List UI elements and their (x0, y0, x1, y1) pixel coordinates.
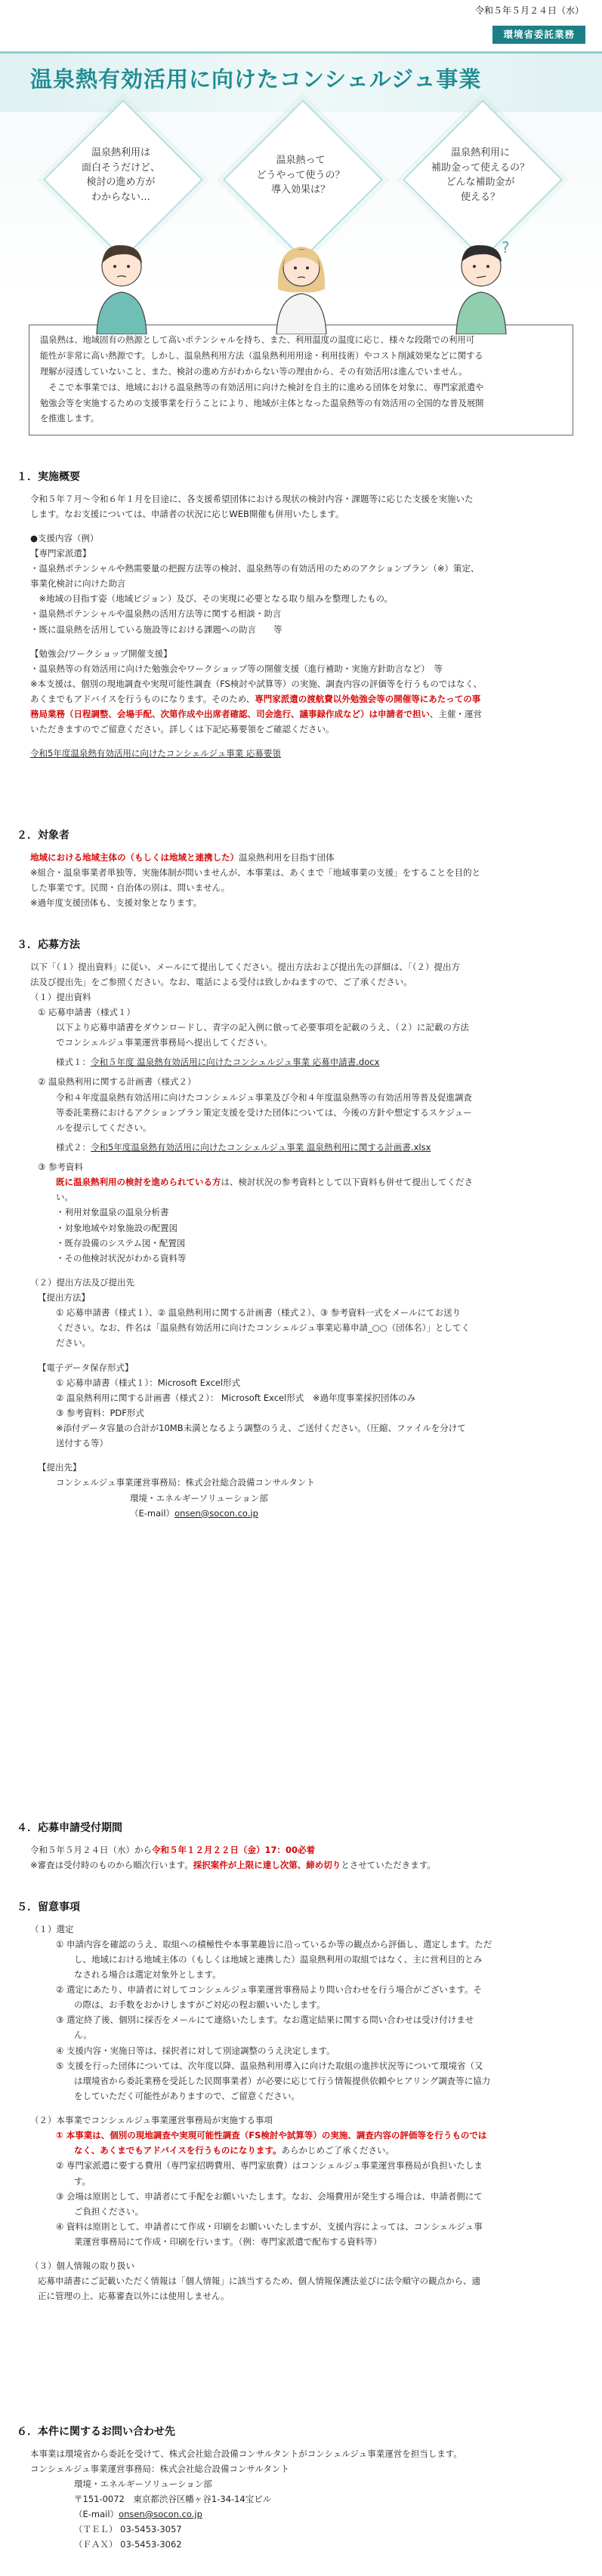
form1-label: 様式１： (56, 1057, 91, 1068)
format-note: 送付する等） (56, 1438, 108, 1449)
doc-item-text: 以下より応募申請書をダウンロードし、青字の記入例に倣って必要事項を記載のうえ、（２）に記載の方法 (56, 1022, 469, 1033)
office-duty: す。 (74, 2175, 91, 2187)
section-6-heading: ６．本件に関するお問い合わせ先 (17, 2426, 175, 2438)
intro-line-4: そこで本事業では、地域における温泉熱等の有効活用に向けた検討を自主的に進める団体を対象に、専門家派遣や (40, 382, 484, 392)
bubble-2-line-3: 導入効果は？ (270, 184, 330, 195)
s5-subheading: （１）選定 (30, 1923, 74, 1934)
form2-label: 様式２： (56, 1141, 91, 1153)
eligibility-note: した事業です。民間・自治体の別は、問いません。 (30, 882, 230, 893)
study-support-title: 【勉強会/ワークショップ開催支援】 (30, 648, 172, 659)
doc-item-text: 等委託業務におけるアクションプラン策定支援を受けた団体については、今後の方針や想定するスケジュー (56, 1106, 472, 1118)
doc-item-text: 令和４年度温泉熱有効活用に向けたコンシェルジュ事業及び令和４年度温泉熱等の有効活用等普及促進調査 (56, 1091, 472, 1103)
reference-item: ・その他検討状況がわかる資料等 (56, 1252, 187, 1263)
bubble-3-line-4: 使える？ (460, 191, 500, 203)
office-duty-red: ① 本事業は、個別の現地調査や実現可能性調査（FS検討や試算等）の実施、調査内容の評価等を行うものでは (56, 2130, 487, 2141)
doc-item-1: ① 応募申請書（様式１） (38, 1006, 135, 1017)
format-item: ③ 参考資料：PDF形式 (56, 1407, 144, 1418)
section-eligibility (17, 826, 585, 910)
intro-box (29, 325, 573, 435)
office-duty: ② 専門家派遣に要する費用（専門家招聘費用、専門家旅費）はコンシェルジュ事業運営事務局が負担いたしま (56, 2160, 483, 2171)
guidelines-link[interactable]: 令和5年度温泉熱有効活用に向けたコンシェルジュ事業 応募要領 (30, 748, 281, 759)
method-text: ださい。 (56, 1337, 91, 1349)
question-bubble-3 (405, 123, 556, 274)
doc-item-2: ② 温泉熱利用に関する計画書（様式２） (38, 1076, 196, 1088)
format-note: ※添付データ容量の合計が10MB未満となるよう調整のうえ、ご送付ください。（圧縮、ファイルを分けて (56, 1423, 466, 1433)
reference-item: ・既存設備のシステム図・配置図 (56, 1237, 186, 1248)
office-duty: ご負担ください。 (74, 2205, 144, 2217)
format-item: ② 温泉熱利用に関する計画書（様式２）： Microsoft Excel形式 ※過年度事業採択団体のみ (56, 1392, 415, 1403)
section-3-heading: ３．応募方法 (17, 939, 80, 951)
selection-note: ② 選定にあたり、申請者に対してコンシェルジュ事業運営事務局より問い合わせを行う場合がございます。そ (56, 1984, 483, 1995)
office-duty-red: なく、あくまでもアドバイスを行うものになります。 (74, 2145, 282, 2156)
contact-email-link[interactable]: onsen@socon.co.jp (119, 2509, 202, 2519)
intro-line-5: 勉強会等を実施するための支援事業を行うことにより、地域が主体となった温泉熱等の有効活用の全国的な普及展開 (40, 398, 484, 408)
expert-item: ・温泉熱ポテンシャルや温泉熱の活用方法等に関する相談・助言 (30, 608, 282, 620)
email-link[interactable]: onsen@socon.co.jp (174, 1507, 258, 1519)
bubble-1-line-1: 温泉熱利用は (91, 147, 150, 158)
doc-item-red: 既に温泉熱利用の検討を進められている方 (56, 1177, 221, 1188)
s1-note: ※本支援は、個別の現地調査や実現可能性調査（FS検討や試算等）の実施、調査内容の評価等を行うものではなく、 (30, 678, 483, 689)
s1-text: します。なお支援については、申請者の状況に応じWEB開催も併用いたします。 (30, 508, 344, 519)
selection-note: は環境省から委託業務を受託した民間事業者）が必要に応じて行う情報提供依頼やヒアリング調査等に協力 (74, 2075, 491, 2086)
ministry-badge: 環境省委託業務 (492, 26, 585, 44)
format-item: ① 応募申請書（様式１）：Microsoft Excel形式 (56, 1377, 241, 1388)
s5-subheading: （３）個人情報の取り扱い (30, 2261, 134, 2272)
intro-line-1: 温泉熱は、地域固有の熱源として高いポテンシャルを持ち、また、利用温度の温度に応じ、様々な段階での利用可 (40, 335, 475, 345)
bubble-2-line-2: どうやって使うの？ (256, 169, 345, 181)
eligibility-note: ※組合・温泉事業者単独等、実施体制が問いませんが、本事業は、あくまで「地域事業の支援」をすることを目的と (30, 866, 481, 878)
selection-note: し、地域における地域主体の（もしくは地域と連携した）温泉熱利用の取組ではなく、主に営利目的とみ (74, 1953, 483, 1965)
selection-note: をしていただく可能性がありますので、ご留意ください。 (74, 2090, 300, 2101)
privacy-text: 正に管理の上、応募審査以外には使用しません。 (38, 2291, 230, 2302)
doc-item-text: は、検討状況の参考資料として以下資料も併せて提出してくださ (221, 1177, 473, 1188)
doc-item-text: ルを提示してください。 (56, 1122, 152, 1133)
selection-note: ① 申請内容を確認のうえ、取組への積極性や本事業趣旨に沿っているか等の観点から評価し、選定します。ただ (56, 1938, 492, 1950)
s5-subheading: （２）本事業でコンシェルジュ事業運営事務局が実施する事項 (30, 2115, 273, 2125)
intro-line-2: 能性が非常に高い熱源です。しかし、温泉熱利用方法（温泉熱利用用途・利用技術）やコスト削減効果などに関する (40, 350, 483, 361)
bubble-3-line-2: 補助金って使えるの？ (431, 162, 529, 174)
bubble-1-line-2: 面白そうだけど、 (81, 162, 160, 174)
contact-address: 〒151-0072 東京都渋谷区幡ヶ谷1-34-14宝ビル (74, 2493, 272, 2504)
selection-note: なされる場合は選定対象外とします。 (74, 1968, 221, 1980)
thinking-man-icon (82, 236, 162, 334)
question-bubble-2 (225, 123, 376, 274)
support-example-title: ●支援内容（例） (30, 532, 99, 543)
intro-line-3: 理解が浸透していないこと、また、検討の進め方がわからない等の理由から、その有効活用は進んでいません。 (40, 366, 468, 377)
method-text: ください。なお、件名は「温泉熱有効活用に向けたコンシェルジュ事業応募申請_○○（団体名）」としてく (56, 1322, 471, 1334)
selection-note: ④ 支援内容・実施日等は、採択者に対して別途調整のうえ決定します。 (56, 2045, 335, 2056)
section-contact (17, 2423, 585, 2552)
section-period (17, 1819, 585, 1873)
method-text: ① 応募申請書（様式１）、② 温泉熱利用に関する計画書（様式２）、③ 参考資料一式をメールにてお送り (56, 1307, 462, 1319)
section-1-heading: １．実施概要 (17, 471, 80, 483)
s1-text: 令和５年７月～令和６年１月を目途に、各支援希望団体における現状の検討内容・課題等に応じた支援を実施いた (30, 493, 474, 504)
expert-item: ・既に温泉熱を活用している施設等における課題への助言 等 (30, 623, 282, 635)
contact-tel: （ＴＥＬ） 03-5453-3057 (74, 2524, 182, 2535)
office-duty: 業運営事務局にて作成・印刷を行います。（例：専門家派遣で配布する資料等） (74, 2236, 382, 2247)
contact-fax: （ＦＡＸ） 03-5453-3062 (74, 2539, 182, 2550)
page-title: 温泉熱有効活用に向けたコンシェルジュ事業 (30, 66, 482, 92)
destination-title: 【提出先】 (38, 1462, 82, 1473)
period-note-red: 採択案件が上限に達し次第、締め切り (193, 1859, 341, 1870)
doc-item-text: い。 (56, 1192, 73, 1203)
reference-item: ・対象地域や対象施設の配置図 (56, 1222, 178, 1233)
section-4-heading: ４．応募申請受付期間 (17, 1822, 122, 1834)
doc-item-3: ③ 参考資料 (38, 1162, 83, 1172)
expert-item: ※地域の目指す姿（地域ビジョン）及び、その実現に必要となる取り組みを整理したもの。 (30, 593, 393, 605)
s3-subheading: （２）提出方法及び提出先 (30, 1276, 134, 1288)
period-note: とさせていただきます。 (341, 1859, 436, 1870)
section-overview (17, 468, 585, 762)
form2-download-link[interactable]: 令和5年度温泉熱有効活用に向けたコンシェルジュ事業 温泉熱利用に関する計画書.xlsx (91, 1141, 431, 1153)
doc-item-text: でコンシェルジュ事業運営事務局へ提出してください。 (56, 1037, 273, 1048)
confused-man-icon (441, 236, 521, 334)
section-2-heading: ２．対象者 (17, 829, 69, 842)
s1-note: いただきますのでご留意ください。詳しくは下記応募要領をご確認ください。 (30, 724, 335, 735)
s1-note-red: 専門家派遣の渡航費以外勉強会等の開催等にあたっての事 (255, 694, 481, 704)
section-5-heading: ５．留意事項 (17, 1901, 80, 1913)
s3-subheading: （１）提出資料 (30, 991, 91, 1002)
expert-dispatch-title: 【専門家派遣】 (30, 547, 91, 559)
destination-office: コンシェルジュ事業運営事務局：株式会社総合設備コンサルタント (56, 1477, 315, 1488)
thinking-woman-icon (261, 236, 341, 334)
bubble-3-line-3: どんな補助金が (446, 177, 515, 188)
period-text: 令和５年５月２４日（水）から (30, 1844, 152, 1855)
selection-note: ん。 (74, 2030, 92, 2041)
study-item: ・温泉熱等の有効活用に向けた勉強会やワークショップ等の開催支援（進行補助・実施方針助言など） 等 (30, 663, 443, 674)
contact-department: 環境・エネルギーソリューション部 (74, 2478, 212, 2489)
format-title: 【電子データ保存形式】 (38, 1362, 134, 1373)
office-duty: ③ 会場は原則として、申請者にて手配をお願いいたします。なお、会場費用が発生する場合は、申請者側にて (56, 2190, 483, 2202)
bubble-2-line-1: 温泉熱って (276, 155, 326, 166)
office-duty: あらかじめご了承ください。 (281, 2145, 395, 2156)
intro-line-6: を推進します。 (40, 414, 100, 424)
privacy-text: 応募申請書にご記載いただく情報は「個人情報」に該当するため、個人情報保護法並びに法令順守の観点から、適 (38, 2276, 481, 2287)
s1-note: 、主催・運営 (430, 709, 482, 720)
eligibility-text: 温泉熱利用を目指す団体 (239, 851, 335, 863)
question-bubble-1 (45, 123, 196, 274)
email-label: （E-mail） (130, 1507, 175, 1519)
form1-download-link[interactable]: 令和５年度 温泉熱有効活用に向けたコンシェルジュ事業 応募申請書.docx (91, 1057, 380, 1068)
destination-department: 環境・エネルギーソリューション部 (130, 1492, 268, 1503)
period-deadline: 令和５年１２月２２日（金）17：00必着 (152, 1844, 316, 1855)
issue-date: 令和５年５月２４日（水） (474, 5, 584, 16)
eligibility-red: 地域における地域主体の（もしくは地域と連携した） (30, 851, 239, 863)
selection-note: の際は、お手数をおかけしますがご対応の程お願いいたします。 (74, 1999, 326, 2011)
reference-item: ・利用対象温泉の温泉分析書 (56, 1207, 169, 1218)
section-application (17, 936, 585, 1521)
bubble-3-line-1: 温泉熱利用に (450, 147, 510, 158)
s1-note-red: 務局業務（日程調整、会場手配、次第作成や出席者確認、司会進行、議事録作成など）は申請者で担い (30, 709, 430, 720)
expert-item: ・温泉熱ポテンシャルや熱需要量の把握方法等の検討、温泉熱等の有効活用のためのアクションプラン（※）策定、 (30, 563, 480, 574)
bubble-1-line-4: わからない… (91, 191, 150, 203)
section-notes (17, 1898, 585, 2304)
s3-text: 法及び提出先」をご参照ください。なお、電話による受付は致しかねますので、ご了承ください。 (30, 976, 412, 987)
svg-text:?: ? (502, 239, 510, 257)
contact-text: 本事業は環境省から委託を受けて、株式会社総合設備コンサルタントがコンシェルジュ事業運営を担当します。 (30, 2448, 462, 2459)
bubble-1-line-3: 検討の進め方が (86, 177, 156, 188)
period-note: ※審査は受付時のものから順次行います。 (30, 1859, 193, 1870)
eligibility-note: ※過年度支援団体も、支援対象となります。 (30, 897, 202, 908)
expert-item: 事業化検討に向けた助言 (30, 578, 126, 589)
contact-office: コンシェルジュ事業運営事務局：株式会社総合設備コンサルタント (30, 2463, 289, 2474)
selection-note: ③ 選定終了後、個別に採否をメールにて連絡いたします。なお選定結果に関する問い合わせは受け付けませ (56, 2014, 474, 2026)
office-duty: ④ 資料は原則として、申請者にて作成・印刷をお願いいたしますが、支援内容によっては、コンシェルジュ事 (56, 2221, 483, 2232)
s3-text: 以下「（１）提出資料」に従い、メールにて提出してください。提出方法および提出先の詳細は、「（２）提出方 (30, 961, 461, 972)
contact-email-label: （E-mail） (74, 2509, 119, 2519)
method-title: 【提出方法】 (38, 1292, 90, 1303)
selection-note: ⑤ 支援を行った団体については、次年度以降、温泉熱利用導入に向けた取組の進捗状況等について環境省（又 (56, 2060, 483, 2071)
s1-note: あくまでもアドバイスを行うものになります。そのため、 (30, 694, 255, 704)
